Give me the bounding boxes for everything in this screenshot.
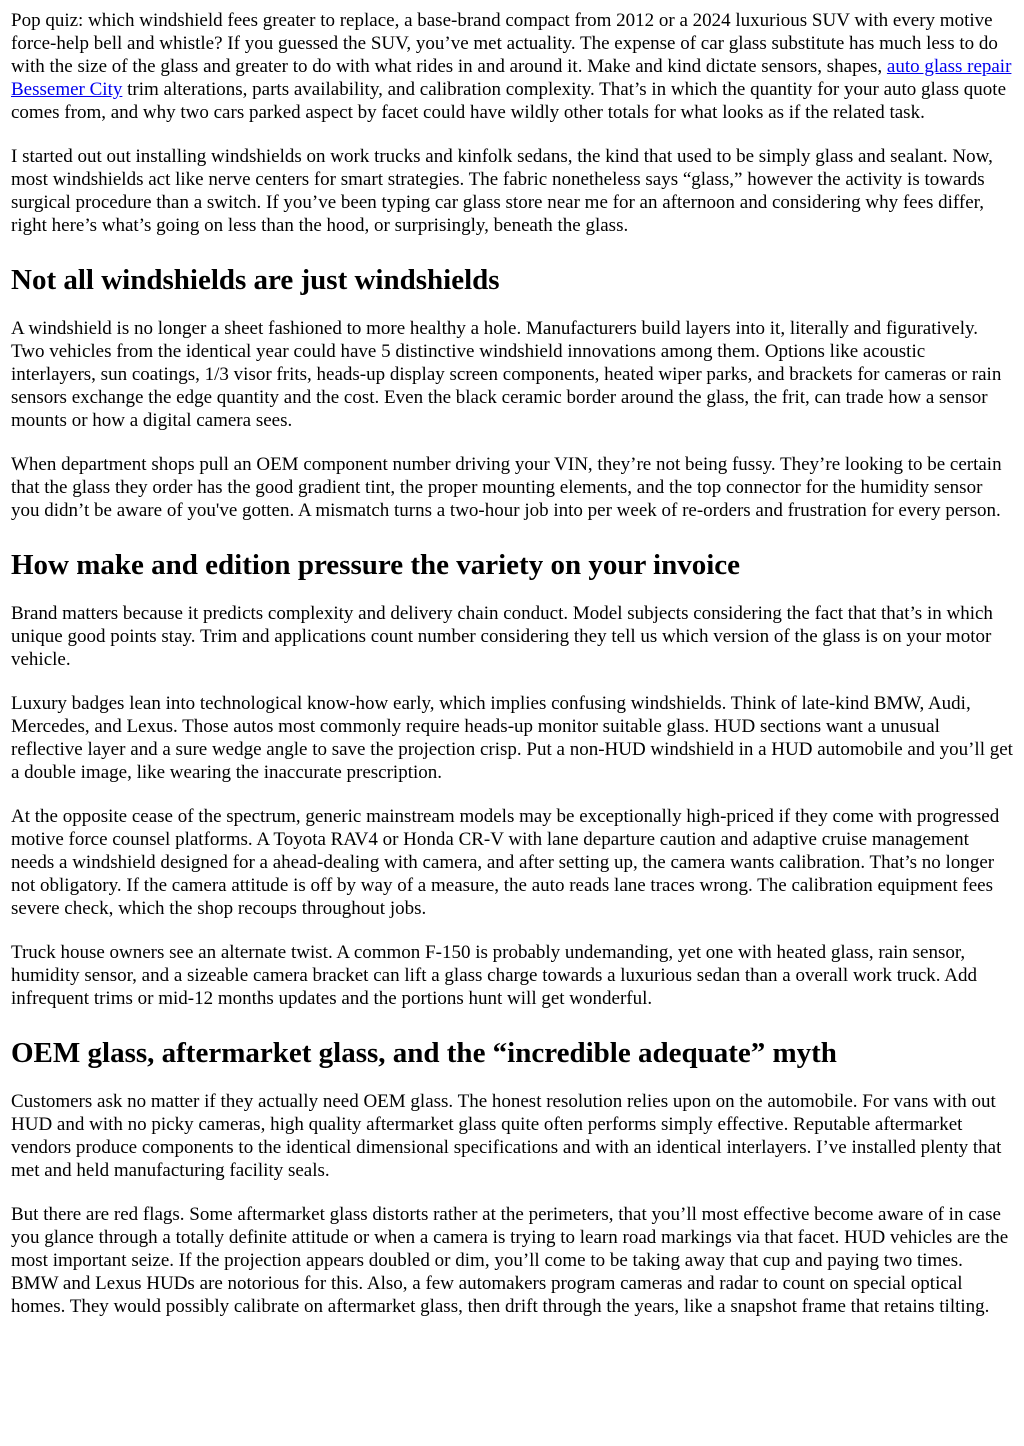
paragraph: I started out out installing windshields on work trucks and kinfolk sedans, the kind that used to be simply glass and sealant. Now, most windshields act like nerve centers for smart strategies. The fabric nonetheless says “glass,” however the activity is towards surgical procedure than a switch. If you’ve been typing car glass store near me for an afternoon and considering why fees differ, right here’s what’s going on less than the hood, or surprisingly, beneath the glass.	[11, 146, 993, 236]
paragraph: At the opposite cease of the spectrum, generic mainstream models may be exceptionally high-priced if they come with progressed motive force counsel platforms. A Toyota RAV4 or Honda CR-V with lane departure caution and adaptive cruise management needs a windshield designed for a ahead-dealing with camera, and after setting up, the camera wants calibration. That’s no longer not obligatory. If the camera attitude is off by way of a measure, the auto reads lane traces wrong. The calibration equipment fees severe check, which the shop recoups throughout jobs.	[11, 806, 1000, 919]
paragraph: When department shops pull an OEM component number driving your VIN, they’re not being fussy. They’re looking to be certain that the glass they order has the good gradient tint, the proper mounting elements, and the top connector for the humidity sensor you didn’t be aware of you've gotten. A mismatch turns a two-hour job into per week of re-orders and frustration for every person.	[11, 454, 1002, 521]
paragraph-intro	[11, 9, 1014, 124]
paragraph: Luxury badges lean into technological know-how early, which implies confusing windshields. Think of late-kind BMW, Audi, Mercedes, and Lexus. Those autos most commonly require heads-up monitor suitable glass. HUD sections want a unusual reflective layer and a sure wedge angle to save the projection crisp. Put a non-HUD windshield in a HUD automobile and you’ll get a double image, like wearing the inaccurate prescription.	[11, 693, 1013, 783]
paragraph: A windshield is no longer a sheet fashioned to more healthy a hole. Manufacturers build layers into it, literally and figuratively. Two vehicles from the identical year could have 5 distinctive windshield innovations among them. Options like acoustic interlayers, sun coatings, 1/3 visor frits, heads-up display screen components, heated wiper parks, and brackets for cameras or rain sensors exchange the edge quantity and the cost. Even the black ceramic border around the glass, the frit, can trade how a sensor mounts or how a digital camera sees.	[11, 318, 1002, 431]
section-heading: Not all windshields are just windshields	[11, 264, 500, 296]
intro-text: Pop quiz: which windshield fees greater to replace, a base-brand compact from 2012 or a 2024 luxurious SUV with every motive force-help bell and whistle? If you guessed the SUV, you’ve met actuality. The expense of car glass substitute has much less to do with the size of the glass and greater to do with what rides in and around it. Make and kind dictate sensors, shapes,	[11, 10, 998, 77]
paragraph: Brand matters because it predicts complexity and delivery chain conduct. Model subjects considering the fact that that’s in which unique good points stay. Trim and applications count number considering they tell us which version of the glass is on your motor vehicle.	[11, 603, 993, 670]
paragraph: But there are red flags. Some aftermarket glass distorts rather at the perimeters, that you’ll most effective become aware of in case you glance through a totally definite attitude or when a camera is trying to learn road markings via that facet. HUD vehicles are the most important seize. If the projection appears doubled or dim, you’ll come to be taking away that cup and paying two times. BMW and Lexus HUDs are notorious for this. Also, a few automakers program cameras and radar to count on special optical homes. They would possibly calibrate on aftermarket glass, then drift through the years, like a snapshot frame that retains tilting.	[11, 1204, 1009, 1317]
paragraph: Truck house owners see an alternate twist. A common F-150 is probably undemanding, yet one with heated glass, rain sensor, humidity sensor, and a sizeable camera bracket can lift a glass charge towards a luxurious sedan than a overall work truck. Add infrequent trims or mid-12 months updates and the portions hunt will get wonderful.	[11, 942, 977, 1009]
intro-text-cont: trim alterations, parts availability, and calibration complexity. That’s in which the quantity for your auto glass quote comes from, and why two cars parked aspect by facet could have wildly other totals for what looks as if the related task.	[11, 79, 1006, 123]
section-heading: OEM glass, aftermarket glass, and the “incredible adequate” myth	[11, 1037, 837, 1069]
section-heading: How make and edition pressure the variety on your invoice	[11, 549, 741, 581]
auto-glass-repair-link[interactable]: auto glass repair Bessemer City	[11, 56, 1012, 100]
paragraph: Customers ask no matter if they actually need OEM glass. The honest resolution relies upon on the automobile. For vans with out HUD and with no picky cameras, high quality aftermarket glass quite often performs simply effective. Reputable aftermarket vendors produce components to the identical dimensional specifications and with an identical interlayers. I’ve installed plenty that met and held manufacturing facility seals.	[11, 1091, 1002, 1181]
